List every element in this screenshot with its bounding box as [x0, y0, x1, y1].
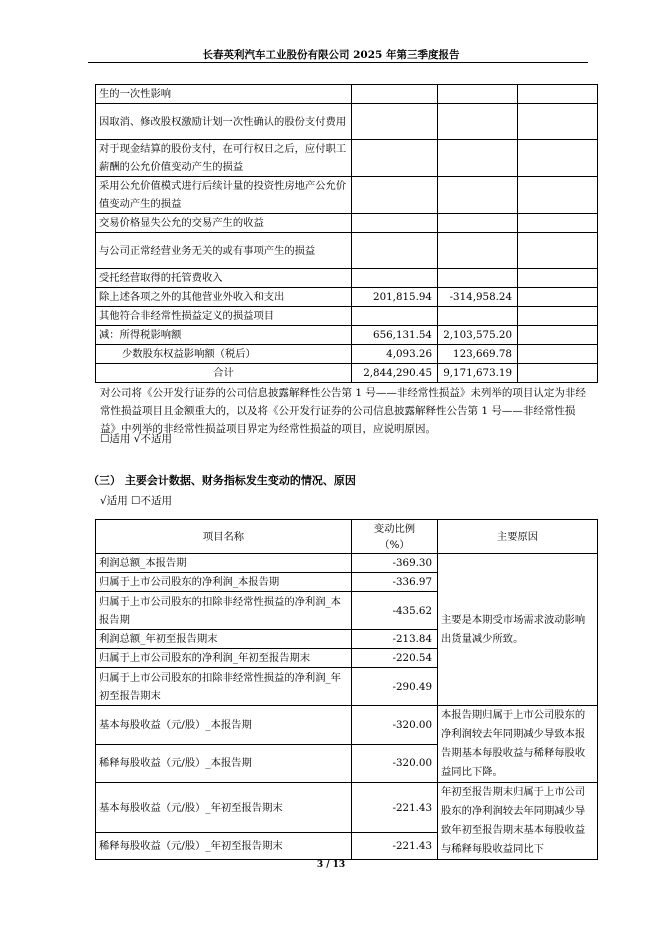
amount-cell	[518, 104, 598, 140]
amount-cell	[518, 307, 598, 326]
table-row	[96, 85, 598, 104]
header-item-name: 项目名称	[96, 520, 352, 554]
item-name: 基本每股收益（元/股）_本报告期	[96, 706, 352, 745]
amount-cell	[352, 233, 438, 269]
change-ratio: -320.00	[352, 744, 438, 783]
item-name: 归属于上市公司股东的扣除非经常性损益的净利润_本报告期	[96, 592, 352, 630]
reason-cell: 年初至报告期末归属于上市公司股东的净利润较去年同期减少导致年初至报告期末基本每股收益与稀释每股收益同比下	[438, 783, 598, 860]
amount-cell	[518, 269, 598, 288]
header-rule	[88, 62, 588, 63]
amount-cell	[352, 269, 438, 288]
amount-cell: 123,669.78	[438, 345, 518, 364]
header-main-reason: 主要原因	[438, 520, 598, 554]
amount-cell	[518, 288, 598, 307]
amount-cell: 201,815.94	[352, 288, 438, 307]
amount-cell	[438, 85, 518, 104]
item-label: 对于现金结算的股份支付，在可行权日之后，应付职工薪酬的公允价值变动产生的损益	[96, 140, 352, 177]
amount-cell	[438, 307, 518, 326]
amount-cell	[438, 233, 518, 269]
amount-cell	[352, 214, 438, 233]
item-label: 减：所得税影响额	[96, 326, 352, 345]
change-ratio: -320.00	[352, 706, 438, 745]
table-row	[96, 783, 598, 833]
amount-cell	[518, 214, 598, 233]
item-name: 归属于上市公司股东的净利润_本报告期	[96, 573, 352, 592]
change-ratio: -220.54	[352, 649, 438, 668]
change-ratio: -213.84	[352, 630, 438, 649]
change-ratio: -221.43	[352, 783, 438, 833]
section-title: （三） 主要会计数据、财务指标发生变动的情况、原因	[88, 474, 356, 487]
table-row	[96, 364, 598, 383]
amount-cell: 4,093.26	[352, 345, 438, 364]
item-label: 与公司正常经营业务无关的或有事项产生的损益	[96, 233, 352, 269]
table-row	[96, 104, 598, 140]
amount-cell	[518, 364, 598, 383]
item-name: 利润总额_年初至报告期末	[96, 630, 352, 649]
table-row	[96, 269, 598, 288]
table-row	[96, 214, 598, 233]
change-ratio: -336.97	[352, 573, 438, 592]
amount-cell	[518, 140, 598, 177]
item-label: 采用公允价值模式进行后续计量的投资性房地产公允价值变动产生的损益	[96, 177, 352, 214]
change-ratio: -221.43	[352, 833, 438, 860]
page-header-title: 长春英利汽车工业股份有限公司 2025 年第三季度报告	[202, 49, 460, 61]
header-change-ratio	[352, 520, 438, 554]
amount-cell	[352, 104, 438, 140]
note-applicable-options: ☐适用 √不适用	[100, 433, 172, 445]
amount-cell	[518, 85, 598, 104]
table-row	[96, 554, 598, 573]
item-name: 稀释每股收益（元/股）_本报告期	[96, 744, 352, 783]
table-row	[96, 177, 598, 214]
amount-cell	[352, 177, 438, 214]
item-label: 除上述各项之外的其他营业外收入和支出	[96, 288, 352, 307]
amount-cell	[518, 233, 598, 269]
amount-cell: 9,171,673.19	[438, 364, 518, 383]
amount-cell	[352, 140, 438, 177]
change-ratio: -290.49	[352, 668, 438, 706]
amount-cell	[438, 177, 518, 214]
header-ratio-line2: （%）	[379, 538, 410, 551]
table-row	[96, 706, 598, 745]
amount-cell	[438, 140, 518, 177]
reason-cell: 主要是本期受市场需求波动影响出货量减少所致。	[438, 554, 598, 706]
item-label: 其他符合非经常性损益定义的损益项目	[96, 307, 352, 326]
amount-cell: 2,103,575.20	[438, 326, 518, 345]
change-reasons-table	[95, 519, 598, 860]
section-applicable-options: √适用 ☐不适用	[100, 495, 172, 507]
change-ratio: -435.62	[352, 592, 438, 630]
amount-cell: -314,958.24	[438, 288, 518, 307]
amount-cell: 656,131.54	[352, 326, 438, 345]
table-row	[96, 345, 598, 364]
table-header-row	[96, 520, 598, 554]
item-name: 基本每股收益（元/股）_年初至报告期末	[96, 783, 352, 833]
amount-cell	[438, 214, 518, 233]
page-number: 3 / 13	[316, 860, 346, 870]
table-row	[96, 140, 598, 177]
item-label: 交易价格显失公允的交易产生的收益	[96, 214, 352, 233]
item-label: 受托经营取得的托管费收入	[96, 269, 352, 288]
change-ratio: -369.30	[352, 554, 438, 573]
item-name: 稀释每股收益（元/股）_年初至报告期末	[96, 833, 352, 860]
item-label: 生的一次性影响	[96, 85, 352, 104]
amount-cell	[518, 326, 598, 345]
item-label: 因取消、修改股权激励计划一次性确认的股份支付费用	[96, 104, 352, 140]
table-row	[96, 326, 598, 345]
item-label: 合计	[96, 364, 352, 383]
item-name: 归属于上市公司股东的扣除非经常性损益的净利润_年初至报告期末	[96, 668, 352, 706]
amount-cell	[518, 177, 598, 214]
amount-cell	[438, 104, 518, 140]
note-paragraph: 对公司将《公开发行证券的公司信息披露解释性公告第 1 号——非经常性损益》未列举的项目认定为非经常性损益项目且金额重大的，以及将《公开发行证券的公司信息披露解释性公告第 1 号——非经常性损益》中列举的非经常性损益项目界定为经常性损益的项目，应说明原因。	[100, 387, 586, 435]
amount-cell: 2,844,290.45	[352, 364, 438, 383]
table-row	[96, 288, 598, 307]
amount-cell	[518, 345, 598, 364]
header-ratio-line1: 变动比例	[373, 522, 416, 535]
item-name: 利润总额_本报告期	[96, 554, 352, 573]
item-label: 少数股东权益影响额（税后）	[96, 345, 352, 364]
reason-cell: 本报告期归属于上市公司股东的净利润较去年同期减少导致本报告期基本每股收益与稀释每股收益同比下降。	[438, 706, 598, 783]
table-row	[96, 233, 598, 269]
table-row	[96, 307, 598, 326]
amount-cell	[352, 85, 438, 104]
amount-cell	[438, 269, 518, 288]
amount-cell	[352, 307, 438, 326]
non-recurring-table	[95, 84, 598, 383]
item-name: 归属于上市公司股东的净利润_年初至报告期末	[96, 649, 352, 668]
